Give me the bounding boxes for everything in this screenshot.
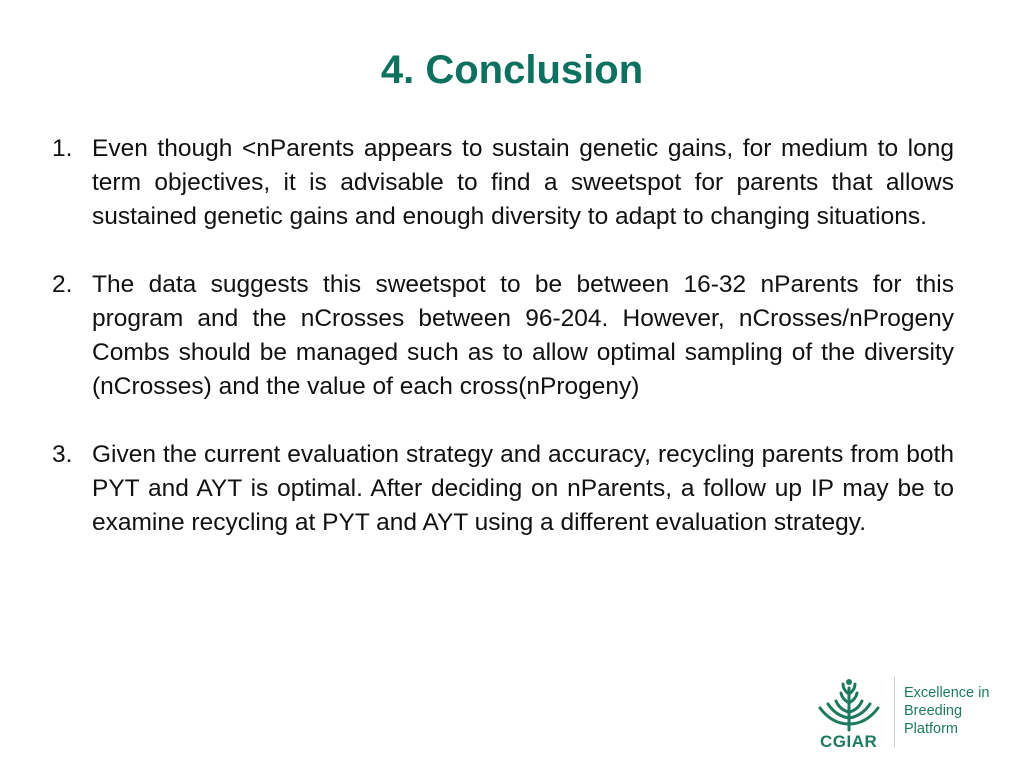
cgiar-wordmark: CGIAR: [820, 732, 878, 751]
slide-title: 4. Conclusion: [380, 48, 644, 92]
list-item: [52, 438, 954, 540]
list-item: [52, 268, 954, 404]
logo-tagline: [904, 684, 989, 738]
list-item-number: 2.: [52, 271, 73, 298]
tagline-line: Breeding: [904, 703, 963, 719]
list-item-text: The data suggests this sweetspot to be between 16-32 nParents for this program and the nCrosses between 96-204. However, nCrosses/nProgeny Combs should be managed such as to allow optimal sampling of the diversity (nCrosses) and the value of each cross(nProgeny): [92, 271, 954, 400]
tagline-line: Excellence in: [904, 685, 990, 701]
tagline-line: Platform: [904, 721, 958, 737]
list-item-number: 3.: [52, 441, 73, 468]
logo-divider: [894, 676, 895, 748]
conclusion-list: [52, 132, 954, 574]
list-item-text: Given the current evaluation strategy and accuracy, recycling parents from both PYT and AYT is optimal. After deciding on nParents, a follow up IP may be to examine recycling at PYT and AYT using a different evaluation strategy.: [92, 441, 954, 536]
list-item-text: Even though <nParents appears to sustain genetic gains, for medium to long term objectives, it is advisable to find a sweetspot for parents that allows sustained genetic gains and enough diversity to adapt to changing situations.: [92, 135, 954, 230]
list-item-number: 1.: [52, 135, 73, 162]
cgiar-logo: [812, 672, 1012, 756]
list-item: [52, 132, 954, 234]
